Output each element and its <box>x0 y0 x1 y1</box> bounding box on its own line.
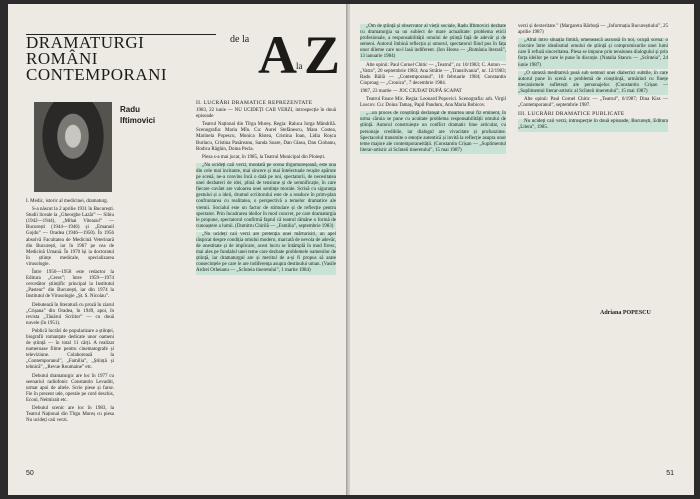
bio-paragraph: S-a născut la 2 aprilie 1931 în București. Studii liceale la „Gheorghe Lazăr” — Sibiu (1942—1944), „Mihai Viteazul” — București (1944—1946) și „Emanuil Gojdu” — Oradea (1946—1950). În 1956 absolvă Facultatea de Medicină Veterinară din București, iar în 1967 pe cea de Medicină Umană. În 1970 își ia doctoratul în științe medicale, specializarea virusologie. <box>26 207 114 267</box>
section-2-heading: II. LUCRĂRI DRAMATICE REPREZENTATE <box>196 100 313 106</box>
bio-column <box>26 199 114 426</box>
page-number-right: 51 <box>666 470 674 477</box>
right-page <box>350 4 694 495</box>
bio-paragraph: Debutul scenic are loc în 1983, la Teatrul Național din Tîrgu Mureș cu piesa Nu ucideți caii verzi. <box>26 406 114 424</box>
left-page <box>8 4 348 495</box>
big-letter-a: A <box>258 25 297 85</box>
bio-paragraph: Debutează în literatură cu proză în ziarul „Crișana” din Oradea, în 1949, apoi, în revista „Tânărul Scriitor” — cu două nuvele (în 1951). <box>26 302 114 326</box>
review-quote: „Om de știință și observator al vieții sociale, Radu Iftimovici dezbate cu dramaturgia sa un subiect de mare actualitate: problema eticii profesionale, a responsabilității omului de știință față de adevăr și de semeni. Autorul îmbină reflecția și umorul, spectatorul fiind pus în fața unor dileme care nu-l lasă indiferent. (Ion Horea — „România literară”, 13 ianuarie 1984) <box>360 24 506 60</box>
big-letter-z: Z <box>304 25 341 85</box>
series-title <box>26 34 216 83</box>
review-quote: „O sinteză meditativă pusă sub semnul unei dialectici subtile, în care autorul pune în scenă o problemă de conștiință, urmărind cu finețe mecanismele sufletești ale personajelor. (Constantin Crișan — „Suplimentul literar-artistic al Scînteii tineretului”, 15 mai 1987) <box>518 70 668 94</box>
author-portrait-photo <box>34 102 112 192</box>
bio-paragraph: Între 1956—1958 este redactor la Editura „Ceres”; între 1959—1974 cercetător științific principal la Institutul „Pasteur” din București, iar din 1974 la Institutul de Virusologie „Șt. S. Nicolau”. <box>26 270 114 300</box>
reviews-column-2 <box>518 24 668 134</box>
review-quote-end: verzi și dexteritate.” (Margareta Bărbuță — „Informația Bucureștiului”, 25 aprilie 1987) <box>518 24 668 36</box>
reviews-column-1 <box>360 24 506 156</box>
author-name <box>120 104 155 126</box>
review-quote: „Nu ucideți caii verzi, montată pe scena tîrgumureșeană, este una din cele mai incitante, mai sincere și mai întelectuale reușite apărute pe scenă, ne-a convins încă o dată pe noi, spectatorii, de necesitatea unei dezbateri de idei, plină de tensiune și de semnificație, în care fiecare cuvânt are valoarea unei sentințe morale. Scrisă cu siguranța gestului și a ideii, drumul scriitorului este de a readuce în prim-plan confruntarea cu realitatea, o perspectivă a temelor dramatice ale vremii. Socialul este un factor de stimulare și de reflecție pentru spectator. Prin încadrarea ideilor în mod concret, pe care dramaturgia le propune, spectatorul confirmă faptul că teatrul rămâne o formă de cunoaștere a lumii. (Dumitru Chirilă — „Familia”, septembrie 1983) <box>196 162 336 229</box>
review-quote: „Altul intro situația limită, omenească ascunsă în noi, ocupă scena: o ciocnire între idealismul omului de știință și compromisurile unei lumi care îi refuză sinceritatea. Piesa se impune prin tensiunea dialogului și prin forța ideilor pe care le pune în discuție. (Natalia Stancu — „Scînteia”, 24 iunie 1987) <box>518 38 668 68</box>
signature: Adriana POPESCU <box>600 310 651 316</box>
play-2-header: 1987, 23 martie — JOC CIUDAT DUPĂ SCAPAT <box>360 88 462 94</box>
la-text: la <box>296 61 303 71</box>
other-opinions: Alte opinii: Paul Cornel Chitic — „Teatrul”, nr. 10/1983; C. Anton — „Vatra”, 20 septembrie 1983; Ana Strătie — „Transilvania”, nr. 12/1983; Radu Băilă — „Contemporanul”, 10 februarie 1984; Constantin Cioproag — „Cronica”, 7 decembrie 1984. <box>360 62 506 86</box>
plays-column <box>196 100 336 277</box>
title-line-3: CONTEMPORANI <box>26 65 168 84</box>
review-quote: „Nu ucideți caii verzi are pretenția unei mărturisiri, un apel răspicat despre condiția omului modern, marcată de nevoia de adevăr, de onestitate și de implicare, acest lucru se întâmplă în mod firesc, mai ales pe fundalul unei teme care dezbate problemele oamenilor de știință, iar dramaturgul are și meritul de a-și fi propus să arate consecințele pe care le are indiferența asupra destinului uman. (Vasile Ardrei Orheianu — „Scînteia tineretului”, 1 martie 1984) <box>196 231 336 274</box>
play-1-note: Piesa s-a mai jucat, în 1985, la Teatrul Municipal din Ploiești. <box>202 154 326 160</box>
page-number-left: 50 <box>26 470 34 477</box>
published-work: Nu ucideți caii verzi, introspecție în două episoade, București, Editura „Litera”, 1985. <box>518 119 668 131</box>
section-3-heading: III. LUCRĂRI DRAMATICE PUBLICATE <box>518 111 625 118</box>
review-quote: „...un proces de conștiință declanșat de moartea unui fiz eminent, în urma căruia se pune cu acuitate problema responsabilității omului de știință. Autorul construiește un conflict dramatic bine articulat, cu personaje credibile, iar dialogul are vivacitate și profunzime. Spectacolul transmite o emoție autentică și invită la reflecție asupra unor teme majore ale contemporaneității. (Constantin Crișan — „Suplimentul literar-artistic al Scînteii tineretului”, 15 mai 1987) <box>360 111 506 153</box>
play-1-details: Teatrul Național din Tîrgu Mureș. Regia: Raluca Iorga Mândrilă. Scenografia: Maria Mîn. Cu: Aurel Stefănescu, Mara Costea, Marinela Popescu, Monica Ristea, Cristina Ioan, Lidia Roșca Burlacu, Cristina Pasăreanu, Sanda Soare, Dan Glasu, Dan Ciobanu, Rodica Răghin, Doina Pecla. <box>196 122 336 152</box>
section-1-heading: I. Medic, istoric al medicinei, dramaturg. <box>26 199 108 204</box>
play-2-details: Teatrul Fauce Mic. Regia: Leonard Popovici. Scenografia: arh. Virgil Luscov. Cu: Doina Tamaș, Papil Panduru, Ana Maria Bobicov. <box>360 97 506 109</box>
de-la-text: de la <box>230 34 250 45</box>
title-line-2: ROMÂNI <box>26 49 98 68</box>
author-last-name: Iftimovici <box>120 116 156 125</box>
bio-paragraph: Debutul dramaturgic are loc în 1977 cu seenariul radiofonic Constantin Levaditi, urmat apoi de altele. Scrie piese și farse. Fie în prezent ude, operale pe cord deschis, Ecoul, Nelmirait etc. <box>26 373 114 403</box>
other-opinions: Alte opinii: Paul Cornel Chitic — „Teatrul”, 6/1987; Dina Kiss — „Contemporanul”, septembrie 1987. <box>518 97 668 109</box>
bio-paragraph: Publică lucrări de popularizare a științei, biografii romanțate dedicate unor oameni de știință — în total 11 cărți. A realizat numeroase filme pentru cinematografe și televiziune. Colaborează la „Contemporanul”, „Familia”, „Știință și tehnică”, „Revue Roumaine” etc. <box>26 328 114 371</box>
play-1-header: 1983, 22 iunie — NU UCIDEȚI CAII VERZI, introspecție în două episoade <box>196 108 336 120</box>
title-line-1: DRAMATURGI <box>26 33 145 52</box>
author-first-name: Radu <box>120 105 140 114</box>
